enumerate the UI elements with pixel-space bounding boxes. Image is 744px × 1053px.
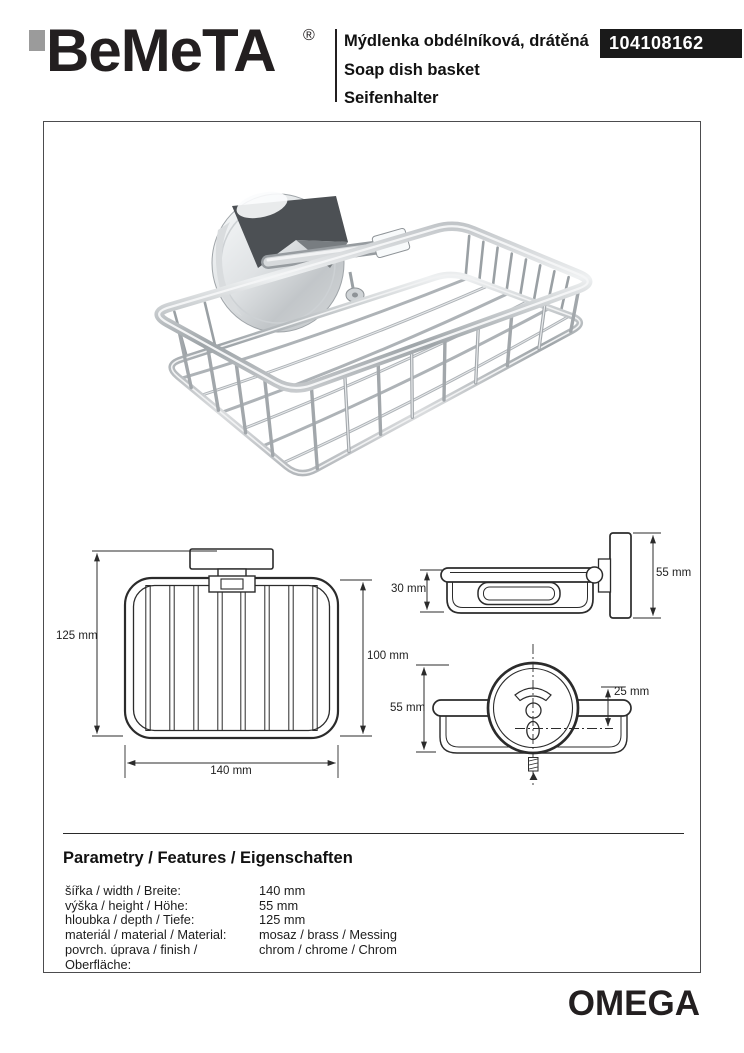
top-view-drawing bbox=[416, 644, 631, 788]
param-value: 140 mm bbox=[259, 883, 306, 898]
dim-label-depth-125: 125 mm bbox=[56, 630, 98, 642]
param-label: šířka / width / Breite: bbox=[65, 883, 181, 898]
param-label: výška / height / Höhe: bbox=[65, 897, 189, 913]
dim-label-side-30: 30 mm bbox=[391, 583, 427, 595]
table-row bbox=[65, 913, 485, 928]
product-title-german: Seifenhalter bbox=[344, 89, 439, 107]
table-row bbox=[65, 943, 485, 972]
product-title-czech: Mýdlenka obdélníková, drátěná bbox=[344, 32, 589, 50]
series-name-omega: OMEGA bbox=[567, 984, 700, 1023]
param-value: 55 mm bbox=[259, 897, 299, 913]
dim-label-plate-55: 55 mm bbox=[656, 567, 692, 579]
param-label: hloubka / depth / Tiefe: bbox=[65, 912, 195, 928]
parameters-table bbox=[65, 884, 485, 972]
header-divider bbox=[335, 29, 337, 102]
dim-label-width-140: 140 mm bbox=[210, 765, 252, 777]
table-row bbox=[65, 899, 485, 914]
logo-square bbox=[29, 30, 45, 51]
table-row bbox=[65, 884, 485, 899]
dim-label-basket-100: 100 mm bbox=[367, 650, 409, 662]
front-view-drawing bbox=[92, 549, 372, 778]
dim-label-mount-55: 55 mm bbox=[390, 702, 426, 714]
param-value: chrom / chrome / Chrom bbox=[259, 941, 397, 957]
registered-trademark-mark: ® bbox=[303, 27, 315, 44]
table-row bbox=[65, 928, 485, 943]
product-code-badge: 104108162 bbox=[600, 29, 742, 58]
param-value: mosaz / brass / Messing bbox=[259, 927, 397, 943]
dim-label-holes-25: 25 mm bbox=[614, 686, 650, 698]
param-value: 125 mm bbox=[259, 912, 306, 928]
product-title-block bbox=[344, 27, 594, 113]
param-label: povrch. úprava / finish / Oberfläche: bbox=[65, 941, 198, 972]
product-photo bbox=[100, 160, 620, 490]
side-view-drawing bbox=[420, 533, 661, 618]
bemeta-logo-text: BeMeTA bbox=[46, 17, 276, 84]
param-label: materiál / material / Material: bbox=[65, 927, 227, 943]
parameters-heading: Parametry / Features / Eigenschaften bbox=[63, 849, 353, 867]
parameters-divider bbox=[63, 833, 684, 834]
product-title-english: Soap dish basket bbox=[344, 60, 480, 79]
